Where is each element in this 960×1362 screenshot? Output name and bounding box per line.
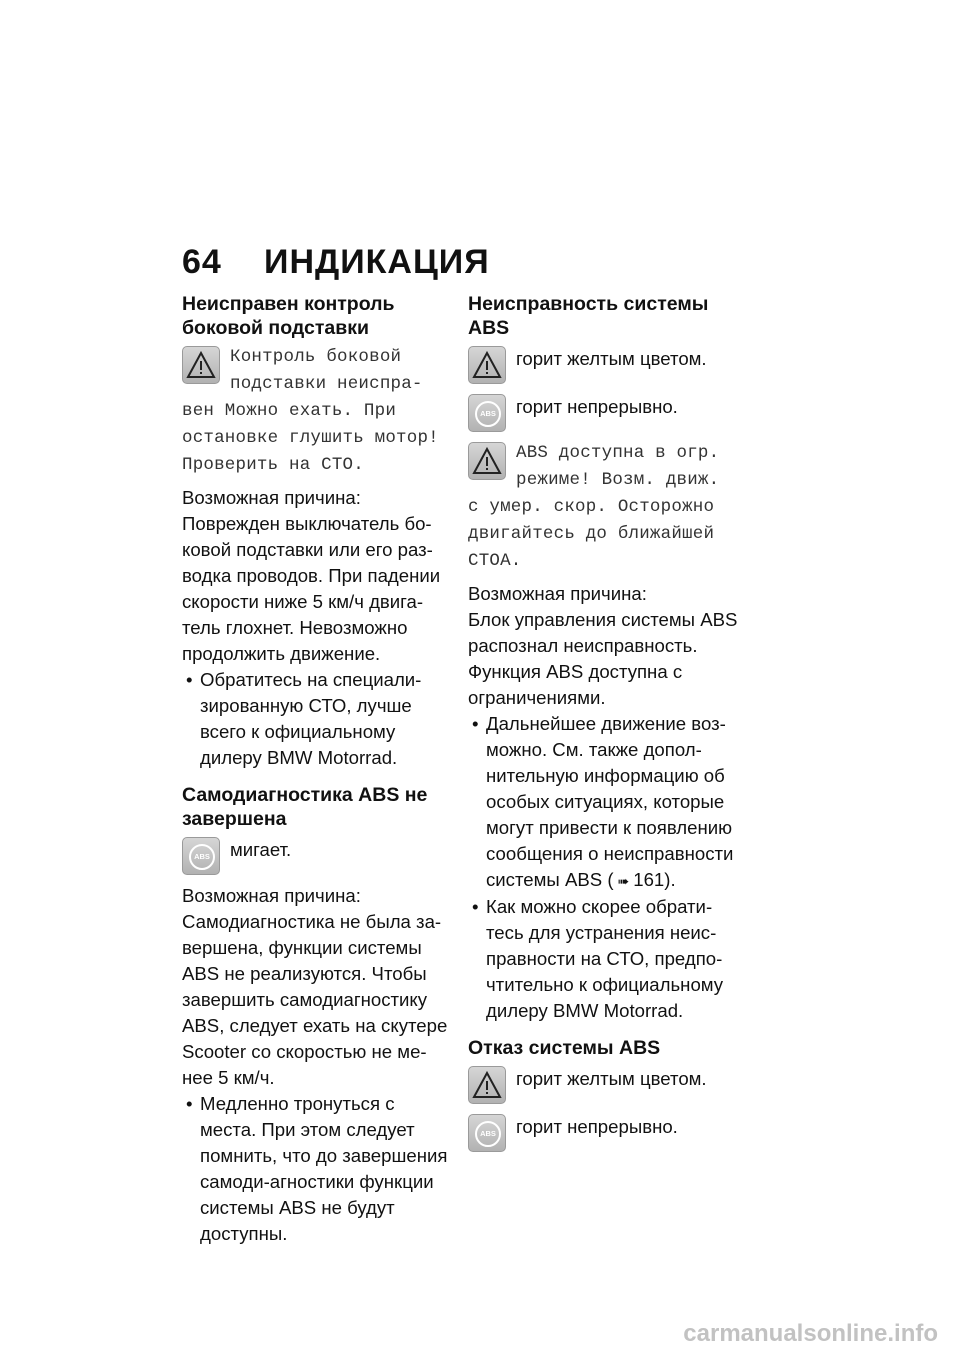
display-message: Контроль боковой подставки неиспра-вен Можно ехать. При остановке глушить мотор! Проверить на СТО. bbox=[182, 347, 439, 475]
section-abs-selfdiag bbox=[182, 783, 452, 1247]
page-reference[interactable]: 161). bbox=[633, 869, 676, 890]
indicator-row bbox=[468, 1112, 738, 1154]
indicator-row bbox=[182, 835, 452, 877]
bullet-item: • Обратитесь на специали-зированную СТО, лучше всего к официальному дилеру BMW Motorrad. bbox=[182, 667, 452, 771]
indicator-row bbox=[468, 344, 738, 386]
cause-label: Возможная причина: bbox=[468, 583, 647, 604]
cause-text: Блок управления системы ABS распознал неисправность. Функция ABS доступна с ограничениями. bbox=[468, 609, 738, 708]
warning-triangle-icon bbox=[468, 442, 506, 480]
status-text: горит непрерывно. bbox=[516, 396, 678, 417]
status-text: мигает. bbox=[230, 839, 292, 860]
section-heading: Отказ системы ABS bbox=[468, 1037, 661, 1059]
watermark: carmanualsonline.info bbox=[683, 1320, 938, 1347]
cause-text: Самодиагностика не была за-вершена, функции системы ABS не реализуются. Чтобы завершить самодиагностику ABS, следует ехать на скутере Scooter со скоростью не ме-нее 5 км/ч. bbox=[182, 911, 448, 1088]
bullet-item: • Как можно скорее обрати-тесь для устранения неис-правности на СТО, предпо-чтительно к официальному дилеру BMW Motorrad. bbox=[468, 894, 738, 1024]
page-header bbox=[182, 243, 490, 282]
status-text: горит непрерывно. bbox=[516, 1116, 678, 1137]
abs-icon: ABS bbox=[468, 394, 506, 432]
section-abs-fault bbox=[468, 292, 738, 1024]
indicator-message bbox=[182, 344, 452, 479]
indicator-row bbox=[468, 1064, 738, 1106]
warning-triangle-icon bbox=[182, 346, 220, 384]
right-column bbox=[468, 292, 738, 1154]
cause-text: Поврежден выключатель бо-ковой подставки или его раз-водка проводов. При падении скорости ниже 5 км/ч двига-тель глохнет. Невозможно продолжить движение. bbox=[182, 513, 441, 664]
indicator-row bbox=[468, 392, 738, 434]
page-title: ИНДИКАЦИЯ bbox=[264, 243, 490, 281]
section-heading: Неисправность системы ABS bbox=[468, 293, 709, 339]
cause-label: Возможная причина: bbox=[182, 487, 361, 508]
section-heading: Самодиагностика ABS не завершена bbox=[182, 784, 428, 830]
cause-label: Возможная причина: bbox=[182, 885, 361, 906]
abs-icon: ABS bbox=[182, 837, 220, 875]
bullet-item: • Медленно тронуться с места. При этом следует помнить, что до завершения самоди-агностики функции системы ABS не будут доступны. bbox=[182, 1091, 452, 1247]
status-text: горит желтым цветом. bbox=[516, 348, 707, 369]
arrow-reference-icon: ➠ bbox=[617, 873, 630, 889]
warning-triangle-icon bbox=[468, 346, 506, 384]
section-abs-failure bbox=[468, 1036, 738, 1154]
abs-icon: ABS bbox=[468, 1114, 506, 1152]
display-message: ABS доступна в огр. режиме! Возм. движ. с умер. скор. Осторожно двигайтесь до ближайшей СТОА. bbox=[468, 443, 720, 571]
page-number: 64 bbox=[182, 243, 222, 281]
section-sidestand-fault bbox=[182, 292, 452, 771]
bullet-item: • Дальнейшее движение воз-можно. См. также допол-нительную информацию об особых ситуациях, которые могут привести к появлению сообщения о неисправности системы ABS ( ➠ 161). bbox=[468, 711, 738, 894]
section-heading: Неисправен контроль боковой подставки bbox=[182, 293, 395, 339]
warning-triangle-icon bbox=[468, 1066, 506, 1104]
left-column bbox=[182, 292, 452, 1247]
indicator-message bbox=[468, 440, 738, 575]
status-text: горит желтым цветом. bbox=[516, 1068, 707, 1089]
